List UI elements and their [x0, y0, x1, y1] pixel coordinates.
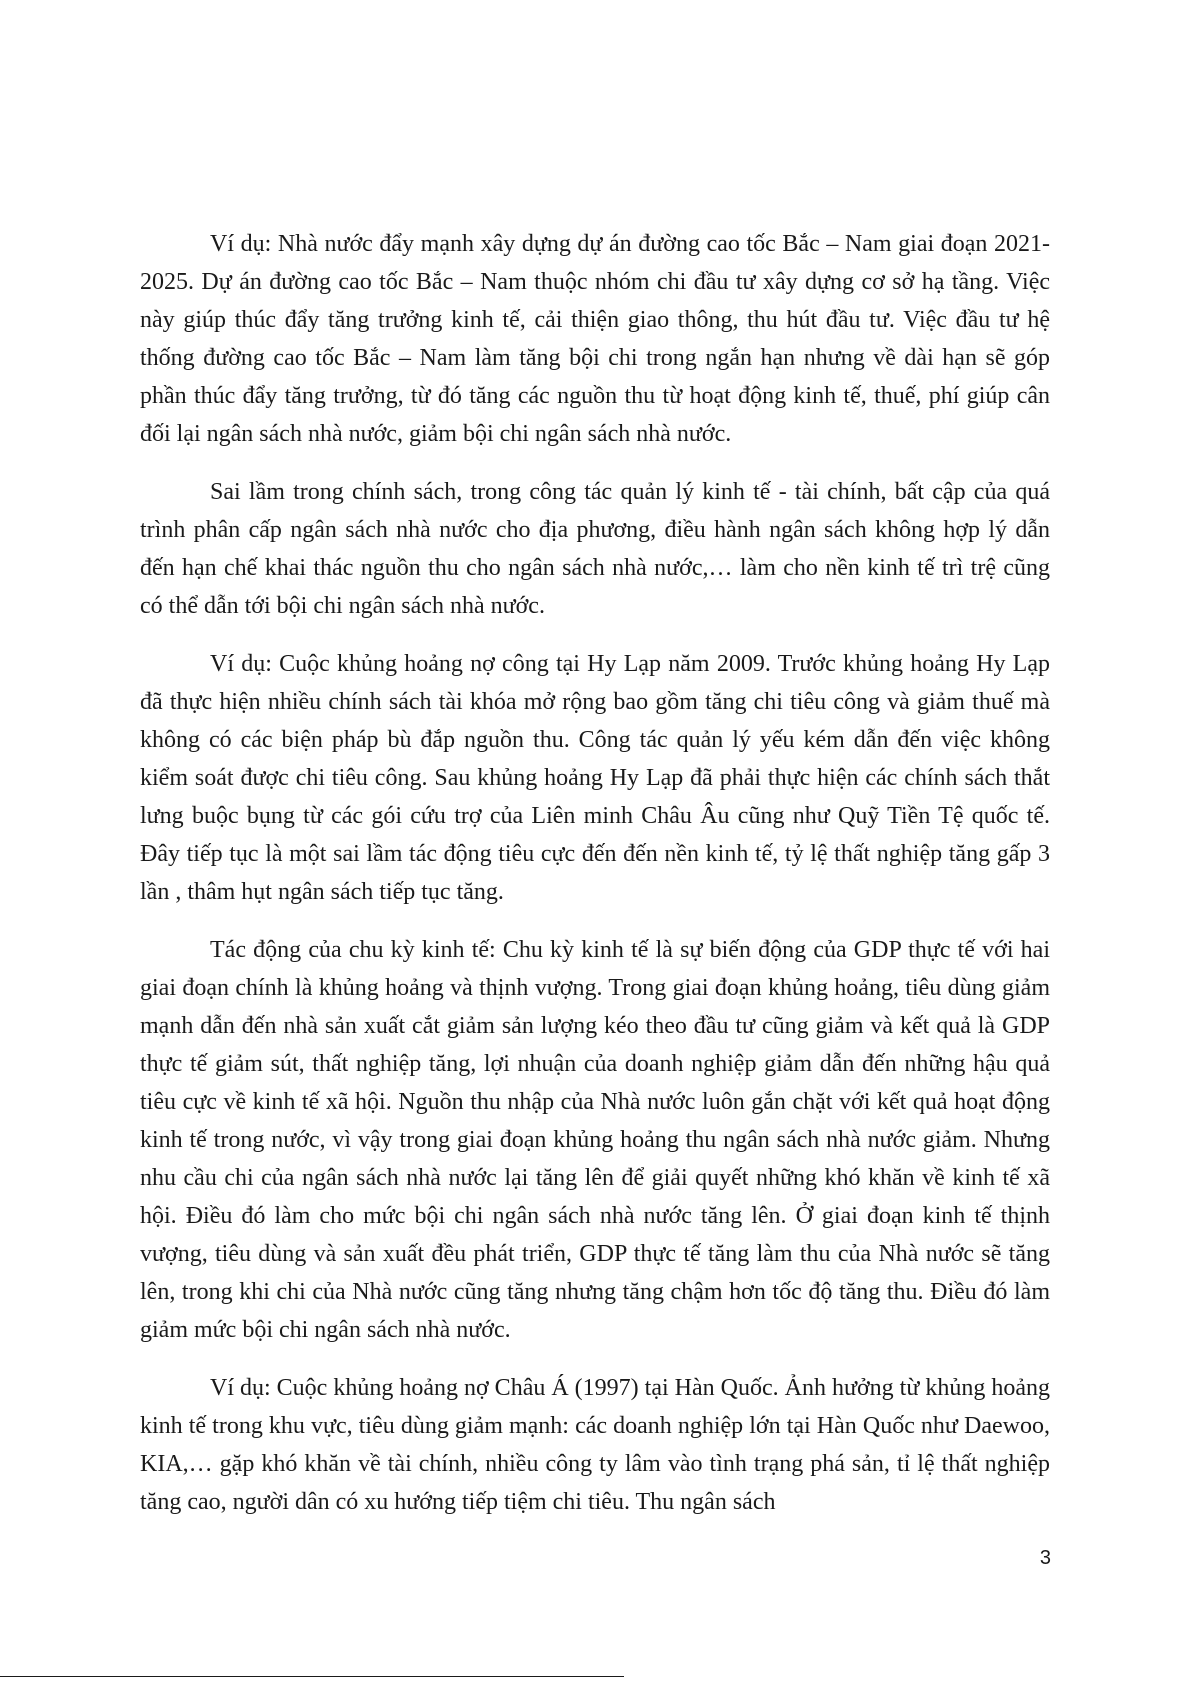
paragraph-5: Ví dụ: Cuộc khủng hoảng nợ Châu Á (1997) tại Hàn Quốc. Ảnh hưởng từ khủng hoảng kinh tế trong khu vực, tiêu dùng giảm mạnh: các doanh nghiệp lớn tại Hàn Quốc như Daewoo, KIA,… gặp khó khăn về tài chính, nhiều công ty lâm vào tình trạng phá sản, tỉ lệ thất nghiệp tăng cao, người dân có xu hướng tiếp tiệm chi tiêu. Thu ngân sách	[140, 1375, 1050, 1515]
paragraph-3: Ví dụ: Cuộc khủng hoảng nợ công tại Hy Lạp năm 2009. Trước khủng hoảng Hy Lạp đã thực hiện nhiều chính sách tài khóa mở rộng bao gồm tăng chi tiêu công và giảm thuế mà không có các biện pháp bù đắp nguồn thu. Công tác quản lý yếu kém dẫn đến việc không kiểm soát được chi tiêu công. Sau khủng hoảng Hy Lạp đã phải thực hiện các chính sách thắt lưng buộc bụng từ các gói cứu trợ của Liên minh Châu Âu cũng như Quỹ Tiền Tệ quốc tế. Đây tiếp tục là một sai lầm tác động tiêu cực đến đến nền kinh tế, tỷ lệ thất nghiệp tăng gấp 3 lần , thâm hụt ngân sách tiếp tục tăng.	[140, 651, 1050, 905]
footer-divider-segment	[596, 1676, 624, 1677]
body-text	[140, 225, 1050, 1541]
paragraph-4: Tác động của chu kỳ kinh tế: Chu kỳ kinh tế là sự biến động của GDP thực tế với hai giai đoạn chính là khủng hoảng và thịnh vượng. Trong giai đoạn khủng hoảng, tiêu dùng giảm mạnh dẫn đến nhà sản xuất cắt giảm sản lượng kéo theo đầu tư cũng giảm và kết quả là GDP thực tế giảm sút, thất nghiệp tăng, lợi nhuận của doanh nghiệp giảm dẫn đến những hậu quả tiêu cực về kinh tế xã hội. Nguồn thu nhập của Nhà nước luôn gắn chặt với kết quả hoạt động kinh tế trong nước, vì vậy trong giai đoạn khủng hoảng thu ngân sách nhà nước giảm. Nhưng nhu cầu chi của ngân sách nhà nước lại tăng lên để giải quyết những khó khăn về kinh tế xã hội. Điều đó làm cho mức bội chi ngân sách nhà nước tăng lên. Ở giai đoạn kinh tế thịnh vượng, tiêu dùng và sản xuất đều phát triển, GDP thực tế tăng làm thu của Nhà nước sẽ tăng lên, trong khi chi của Nhà nước cũng tăng nhưng tăng chậm hơn tốc độ tăng thu. Điều đó làm giảm mức bội chi ngân sách nhà nước.	[140, 937, 1050, 1343]
footer-divider	[0, 1676, 596, 1677]
page-number: 3	[1039, 1547, 1051, 1569]
paragraph-2: Sai lầm trong chính sách, trong công tác quản lý kinh tế - tài chính, bất cập của quá trình phân cấp ngân sách nhà nước cho địa phương, điều hành ngân sách không hợp lý dẫn đến hạn chế khai thác nguồn thu cho ngân sách nhà nước,… làm cho nền kinh tế trì trệ cũng có thể dẫn tới bội chi ngân sách nhà nước.	[140, 479, 1050, 619]
paragraph-1: Ví dụ: Nhà nước đẩy mạnh xây dựng dự án đường cao tốc Bắc – Nam giai đoạn 2021-2025. Dự án đường cao tốc Bắc – Nam thuộc nhóm chi đầu tư xây dựng cơ sở hạ tầng. Việc này giúp thúc đẩy tăng trưởng kinh tế, cải thiện giao thông, thu hút đầu tư. Việc đầu tư hệ thống đường cao tốc Bắc – Nam làm tăng bội chi trong ngắn hạn nhưng về dài hạn sẽ góp phần thúc đẩy tăng trưởng, từ đó tăng các nguồn thu từ hoạt động kinh tế, thuế, phí giúp cân đối lại ngân sách nhà nước, giảm bội chi ngân sách nhà nước.	[140, 231, 1050, 447]
